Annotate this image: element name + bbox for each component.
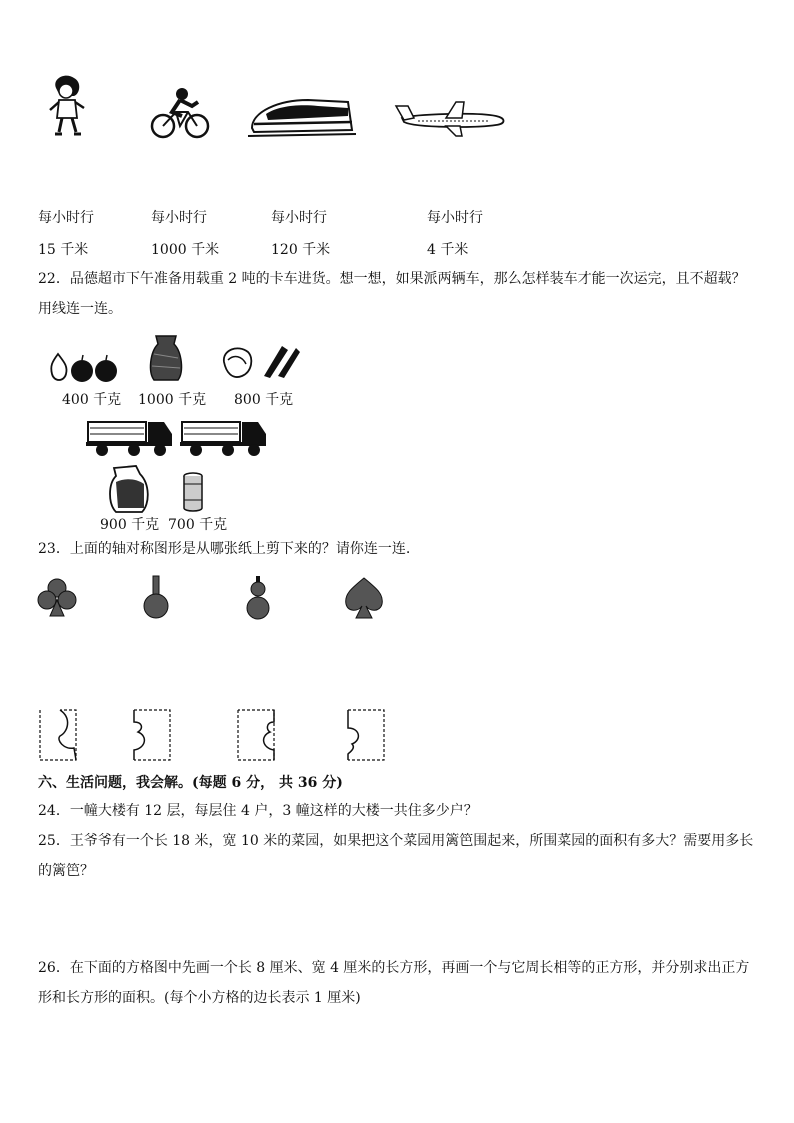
weight-label: 700 千克	[168, 517, 228, 533]
folded-paper-option[interactable]	[236, 708, 276, 762]
folded-paper-option[interactable]	[346, 708, 386, 762]
question-25: 25．王爷爷有一个长 18 米，宽 10 米的菜园，如果把这个菜园用篱笆围起来，所围菜园的面积有多大？需要用多长的篱笆？	[38, 833, 754, 879]
cyclist-icon	[150, 86, 210, 142]
speed-label: 每小时行	[38, 210, 94, 226]
spade-shape-icon	[342, 576, 386, 620]
speed-label: 每小时行	[151, 210, 207, 226]
vegetable-icon	[220, 342, 302, 382]
speed-value: 120 千米	[271, 242, 331, 258]
speed-value: 15 千米	[38, 242, 89, 258]
weight-label: 800 千克	[234, 392, 294, 408]
train-icon	[248, 94, 358, 140]
fruit-icon	[48, 352, 120, 384]
question-23: 23．上面的轴对称图形是从哪张纸上剪下来的？请你连一连.	[38, 541, 411, 557]
question-22: 22．品德超市下午准备用载重 2 吨的卡车进货。想一想，如果派两辆车，那么怎样装车才能一次运完，且不超载？用线连一连。	[38, 271, 746, 317]
speed-value: 1000 千米	[151, 242, 220, 258]
speed-label: 每小时行	[427, 210, 483, 226]
truck-icon	[86, 414, 174, 458]
question-24: 24．一幢大楼有 12 层，每层住 4 户，3 幢这样的大楼一共住多少户？	[38, 803, 478, 819]
bag-icon	[106, 464, 152, 514]
section-heading: 六、生活问题，我会解。(每题 6 分， 共 36 分)	[38, 775, 343, 791]
folded-paper-option[interactable]	[132, 708, 172, 762]
weight-label: 400 千克	[62, 392, 122, 408]
weight-label: 900 千克	[100, 517, 160, 533]
folded-paper-option[interactable]	[38, 708, 78, 762]
key-shape-icon	[142, 576, 170, 620]
truck-icon	[180, 414, 268, 458]
question-26: 26．在下面的方格图中先画一个长 8 厘米、宽 4 厘米的长方形，再画一个与它周长相等的正方形，并分别求出正方形和长方形的面积。(每个小方格的边长表示 1 厘米)	[38, 960, 750, 1006]
can-icon	[182, 472, 204, 512]
weight-label: 1000 千克	[138, 392, 207, 408]
gourd-shape-icon	[244, 576, 272, 620]
speed-label: 每小时行	[271, 210, 327, 226]
walking-girl-icon	[46, 74, 90, 138]
speed-value: 4 千米	[427, 242, 469, 258]
sack-icon	[148, 334, 184, 382]
airplane-icon	[396, 100, 508, 138]
club-shape-icon	[38, 578, 76, 618]
